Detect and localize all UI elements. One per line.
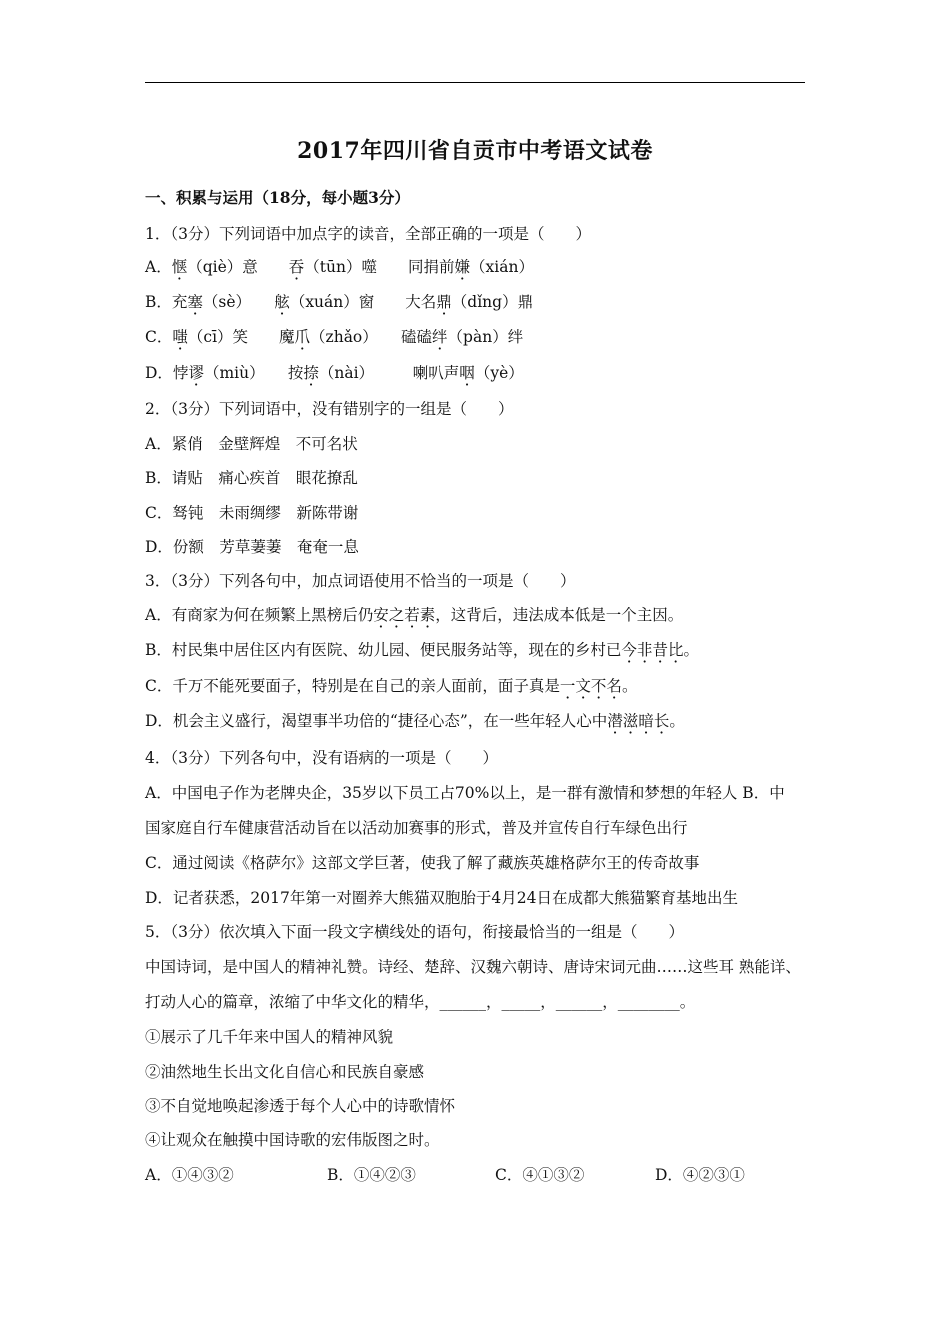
q4-option-b: 国家庭自行车健康营活动旨在以活动加赛事的形式，普及并宣传自行车绿色出行 xyxy=(145,819,688,837)
q5-option-b: B．①④②③ xyxy=(327,1166,416,1184)
section-heading: 一、积累与运用（18分，每小题3分） xyxy=(145,188,410,207)
page-title: 2017年四川省自贡市中考语文试卷 xyxy=(297,138,653,164)
q3-stem: 3．（3分）下列各句中，加点词语使用不恰当的一项是（ ） xyxy=(145,572,576,590)
q3-option-b: B．村民集中居住区内有医院、幼儿园、便民服务站等，现在的乡村已今非昔比。 xyxy=(145,641,699,659)
q5-passage-line-2: 打动人心的篇章，浓缩了中华文化的精华，______，_____，______，________。 xyxy=(145,993,696,1011)
q3-option-a: A．有商家为何在频繁上黑榜后仍安之若素，这背后，违法成本低是一个主因。 xyxy=(145,606,684,624)
q5-item-2: ②油然地生长出文化自信心和民族自豪感 xyxy=(145,1063,425,1081)
q5-passage-line-1: 中国诗词，是中国人的精神礼赞。诗经、楚辞、汉魏六朝诗、唐诗宋词元曲……这些耳 熟能详、 xyxy=(145,958,801,976)
q2-option-a: A．紧俏 金壁辉煌 不可名状 xyxy=(145,435,358,453)
q5-option-c: C．④①③② xyxy=(495,1166,585,1184)
q5-stem: 5．（3分）依次填入下面一段文字横线处的语句，衔接最恰当的一组是（ ） xyxy=(145,923,684,941)
q5-item-1: ①展示了几千年来中国人的精神风貌 xyxy=(145,1028,394,1046)
q5-option-d: D．④②③① xyxy=(655,1166,745,1184)
q1-option-d: D．悖谬（miù） 按捺（nài） 喇叭声咽（yè） xyxy=(145,364,524,382)
q1-stem: 1．（3分）下列词语中加点字的读音，全部正确的一项是（ ） xyxy=(145,225,591,243)
q4-stem: 4．（3分）下列各句中，没有语病的一项是（ ） xyxy=(145,749,498,767)
q1-option-a: A．惬（qiè）意 吞（tūn）噬 同捐前嫌（xián） xyxy=(145,258,534,276)
q5-item-4: ④让观众在触摸中国诗歌的宏伟版图之时。 xyxy=(145,1131,440,1149)
q1-option-b: B．充塞（sè） 舷（xuán）窗 大名鼎（dǐng）鼎 xyxy=(145,293,534,311)
q3-option-c: C．千万不能死要面子，特别是在自己的亲人面前，面子真是一文不名。 xyxy=(145,677,638,695)
q2-option-b: B．请贴 痛心疾首 眼花撩乱 xyxy=(145,469,358,487)
header-rule xyxy=(145,82,805,83)
q4-option-c: C．通过阅读《格萨尔》这部文学巨著，使我了解了藏族英雄格萨尔王的传奇故事 xyxy=(145,854,700,872)
q2-option-c: C．驽钝 未雨绸缪 新陈带谢 xyxy=(145,504,359,522)
q1-option-c: C．嗤（cī）笑 魔爪（zhǎo） 磕磕绊（pàn）绊 xyxy=(145,328,524,346)
q5-item-3: ③不自觉地唤起渗透于每个人心中的诗歌情怀 xyxy=(145,1097,456,1115)
q5-option-a: A．①④③② xyxy=(145,1166,234,1184)
q4-option-d: D．记者获悉，2017年第一对圈养大熊猫双胞胎于4月24日在成都大熊猫繁育基地出生 xyxy=(145,889,738,907)
q2-stem: 2．（3分）下列词语中，没有错别字的一组是（ ） xyxy=(145,400,514,418)
q2-option-d: D．份额 芳草萋萋 奄奄一息 xyxy=(145,538,359,556)
q3-option-d: D．机会主义盛行，渴望事半功倍的“捷径心态”，在一些年轻人心中潜滋暗长。 xyxy=(145,712,685,730)
q4-option-a: A．中国电子作为老牌央企，35岁以下员工占70%以上，是一群有激情和梦想的年轻人 B．中 xyxy=(145,784,785,802)
